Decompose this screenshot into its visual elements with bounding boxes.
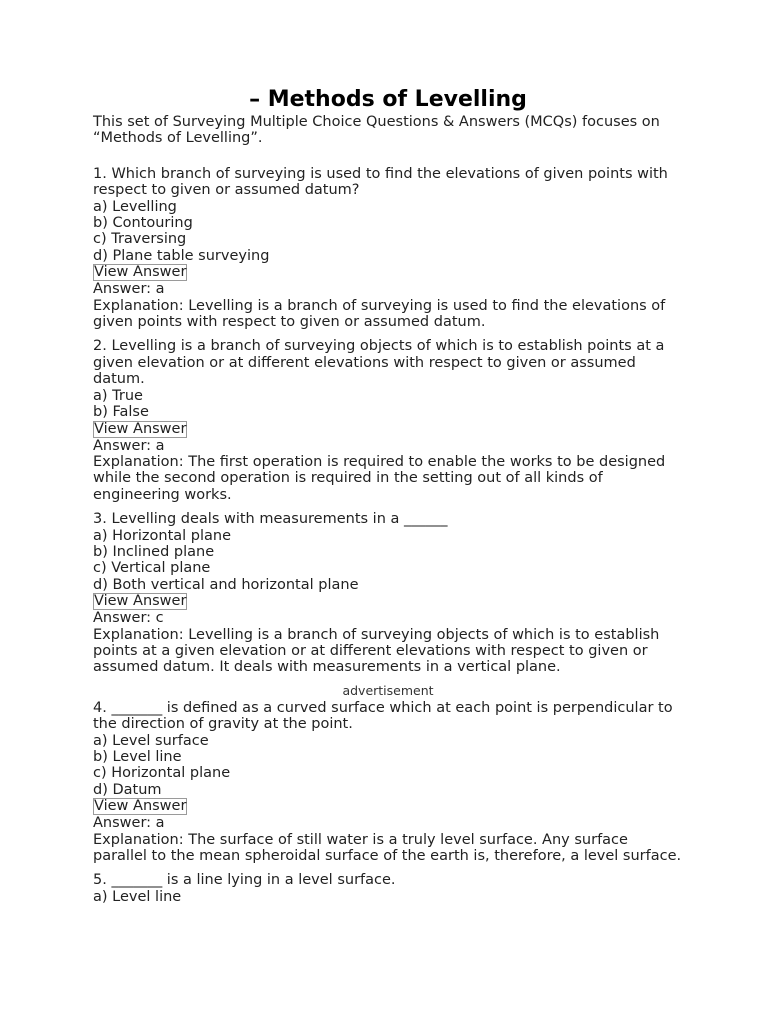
intro-paragraph: This set of Surveying Multiple Choice Questions & Answers (MCQs) focuses on “Methods of Levelling”. — [93, 114, 660, 147]
view-answer-button[interactable]: View Answer — [94, 420, 187, 437]
question-1 — [93, 166, 683, 331]
question-5 — [93, 872, 683, 905]
question-2 — [93, 338, 683, 503]
answer-text: Answer: a — [93, 437, 165, 454]
answer-text: Answer: a — [93, 815, 165, 832]
question-text: 5. _______ is a line lying in a level surface. — [93, 872, 396, 889]
option-d: d) Datum — [93, 781, 162, 798]
page-title: – Methods of Levelling — [249, 87, 527, 112]
answer-text: Answer: a — [93, 281, 165, 298]
option-a: a) Level line — [93, 888, 182, 905]
question-text: 2. Levelling is a branch of surveying objects of which is to establish points at a given elevation or at different elevations with respect to given or assumed datum. — [93, 338, 665, 388]
answer-text: Answer: c — [93, 610, 164, 627]
option-d: d) Plane table surveying — [93, 247, 270, 264]
option-b: b) Contouring — [93, 215, 193, 232]
option-b: b) Inclined plane — [93, 543, 215, 560]
option-c: c) Vertical plane — [93, 560, 211, 577]
option-c: c) Traversing — [93, 231, 187, 248]
option-a: a) Levelling — [93, 198, 177, 215]
view-answer-button[interactable]: View Answer — [94, 798, 187, 815]
question-4 — [93, 700, 683, 865]
option-a: a) Horizontal plane — [93, 527, 232, 544]
option-c: c) Horizontal plane — [93, 765, 231, 782]
option-b: b) False — [93, 404, 149, 421]
option-a: a) Level surface — [93, 732, 209, 749]
view-answer-button[interactable]: View Answer — [94, 593, 187, 610]
option-d: d) Both vertical and horizontal plane — [93, 576, 359, 593]
question-text: 1. Which branch of surveying is used to find the elevations of given points with respect to given or assumed datum? — [93, 165, 668, 199]
explanation-text: Explanation: The surface of still water is a truly level surface. Any surface parallel to the mean spheroidal surface of the earth is, therefore, a level surface. — [93, 831, 682, 865]
document-page — [93, 86, 683, 913]
option-b: b) Level line — [93, 749, 182, 765]
explanation-text: Explanation: Levelling is a branch of surveying objects of which is to establish points at a given elevation or at different elevations with respect to given or assumed datum. It deals with measurements in a vertical plane. — [93, 626, 660, 676]
view-answer-button[interactable]: View Answer — [94, 264, 187, 281]
question-3 — [93, 511, 683, 676]
explanation-text: Explanation: Levelling is a branch of surveying is used to find the elevations of given points with respect to given or assumed datum. — [93, 297, 666, 331]
advertisement-label: advertisement — [342, 682, 434, 698]
explanation-text: Explanation: The first operation is required to enable the works to be designed while the second operation is required in the setting out of all kinds of engineering works. — [93, 453, 666, 503]
question-text: 3. Levelling deals with measurements in a ______ — [93, 511, 448, 528]
question-text: 4. _______ is defined as a curved surface which at each point is perpendicular to the direction of gravity at the point. — [93, 699, 673, 733]
option-a: a) True — [93, 387, 143, 404]
